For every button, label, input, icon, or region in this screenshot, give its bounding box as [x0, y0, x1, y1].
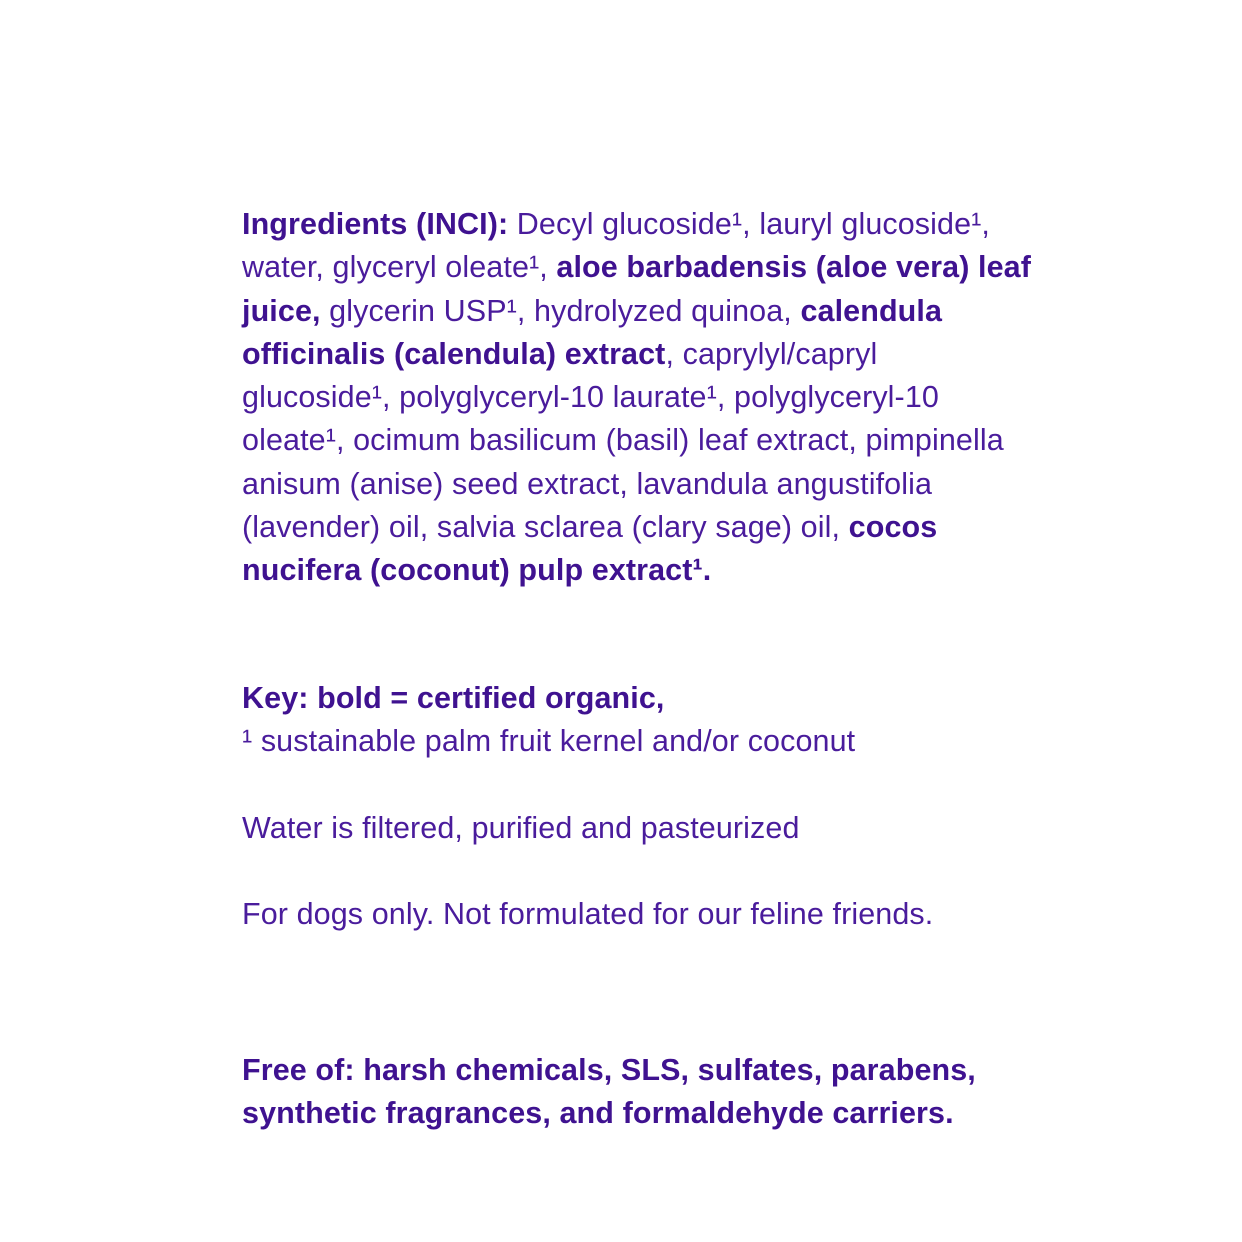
- ingredients-text-1: Decyl glucoside¹, lauryl glucoside¹, water, glyceryl oleate¹,: [242, 207, 990, 285]
- ingredients-organic-calendula: calendula officinalis (calendula) extract: [242, 293, 943, 371]
- key-bold-legend: Key: bold = certified organic,: [242, 681, 665, 715]
- dogs-only-note: For dogs only. Not formulated for our feline friends.: [242, 897, 934, 931]
- water-note: Water is filtered, purified and pasteurized: [242, 811, 800, 845]
- free-of-statement: Free of: harsh chemicals, SLS, sulfates, parabens, synthetic fragrances, and formaldehyde carriers.: [242, 1053, 976, 1131]
- ingredients-organic-aloe: aloe barbadensis (aloe vera) leaf juice,: [242, 250, 1031, 328]
- ingredients-text-3: , caprylyl/capryl glucoside¹, polyglyceryl-10 laurate¹, polyglyceryl-10 oleate¹, ocimum basilicum (basil) leaf extract, pimpinella anisum (anise) seed extract, lavandula angustifolia (lavender) oil, salvia sclarea (clary sage) oil,: [242, 336, 1004, 545]
- ingredients-paragraph: [242, 203, 1032, 593]
- ingredients-organic-coconut: cocos nucifera (coconut) pulp extract¹.: [242, 510, 938, 588]
- ingredients-text-2: glycerin USP¹, hydrolyzed quinoa,: [320, 293, 801, 328]
- key-legend: [242, 677, 1032, 764]
- key-footnote-legend: ¹ sustainable palm fruit kernel and/or coconut: [242, 724, 856, 759]
- ingredients-heading: Ingredients (INCI):: [242, 207, 509, 241]
